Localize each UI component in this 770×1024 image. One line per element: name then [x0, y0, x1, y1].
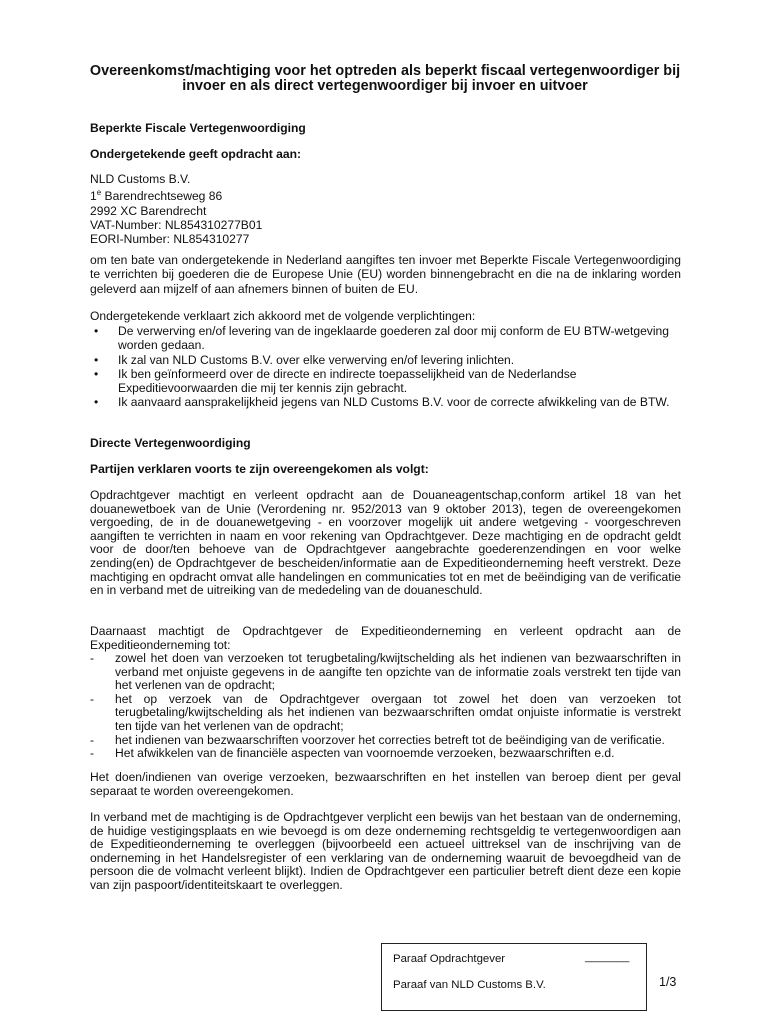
section-heading-limited-fiscal: Beperkte Fiscale Vertegenwoordiging	[90, 121, 306, 135]
section-heading-direct: Directe Vertegenwoordiging	[90, 436, 251, 450]
bullet-icon: •	[94, 324, 99, 338]
authorization-text: het indienen van bezwaarschriften voorzover het correcties betreft tot de beëindiging van de verificatie.	[115, 732, 665, 747]
intro-paragraph: om ten bate van ondergetekende in Nederland aangiftes ten invoer met Beperkte Fiscale Vertegenwoordiging te verrichten bij goederen die de Europese Unie (EU) worden binnengebracht en die na de inklaring worden geleverd aan mijzelf of aan afnemers binnen of buiten de EU.	[90, 253, 681, 296]
list-item	[90, 395, 680, 409]
list-item	[90, 747, 681, 761]
nld-initials-label: Paraaf van NLD Customs B.V.	[393, 979, 546, 991]
parties-heading: Partijen verklaren voorts te zijn overeengekomen als volgt:	[90, 462, 429, 476]
company-street	[90, 186, 262, 203]
authorization-list	[90, 652, 681, 761]
page-number: 1/3	[659, 975, 677, 989]
company-postal: 2992 XC Barendrecht	[90, 203, 207, 218]
bullet-icon: •	[94, 366, 99, 381]
authorization-text: het op verzoek van de Opdrachtgever overgaan tot zowel het doen van verzoeken tot terugbetaling/kwijtschelding als het indienen van bezwaarschriften omdat onjuiste informatie is verstrekt ten tijde van het verlenen van de opdracht;	[115, 691, 681, 733]
direct-representation-paragraph: Opdrachtgever machtigt en verleent opdracht aan de Douaneagentschap,conform artikel 18 van het douanewetboek van de Unie (Verordening nr. 952/2013 van 9 oktober 2013), tegen de overeengekomen vergoeding, de in de douanewetgeving - en voorzover mogelijk uit andere wetgeving - voorgeschreven aangiften te verrichten in naam en voor rekening van Opdrachtgever. Deze machtiging en de opdracht geldt voor de door/ten behoeve van de Opdrachtgever aangebrachte goederenzendingen en voor welke zending(en) de Opdrachtgever de bescheiden/informatie aan de Expeditieonderneming heeft verstrekt. Deze machtiging en opdracht omvat alle handelingen en communicaties tot en met de beëindiging van de verificatie en in verband met de uitreiking van de mededeling van de douaneschuld.	[90, 488, 681, 598]
obligations-list	[90, 324, 680, 410]
dash-icon: -	[90, 691, 95, 706]
initials-box	[381, 943, 647, 1011]
dash-icon: -	[90, 732, 95, 747]
list-item	[90, 324, 680, 353]
obligation-text: Ik ben geïnformeerd over de directe en indirecte toepasselijkheid van de Nederlandse Expeditievoorwaarden die mij ter kennis zijn gebracht.	[118, 366, 577, 396]
document-title: Overeenkomst/machtiging voor het optreden als beperkt fiscaal vertegenwoordiger bij invoer en als direct vertegenwoordiger bij invoer en uitvoer	[89, 63, 681, 94]
instruction-heading: Ondergetekende geeft opdracht aan:	[90, 147, 302, 161]
list-item	[90, 652, 681, 693]
other-requests-paragraph: Het doen/indienen van overige verzoeken, bezwaarschriften en het instellen van beroep dient per geval separaat te worden overeengekomen.	[90, 770, 681, 798]
obligation-text: Ik aanvaard aansprakelijkheid jegens van NLD Customs B.V. voor de correcte afwikkeling van de BTW.	[118, 395, 670, 410]
obligation-text: Ik zal van NLD Customs B.V. over elke verwerving en/of levering inlichten.	[118, 352, 515, 367]
authorization-text: zowel het doen van verzoeken tot terugbetaling/kwijtschelding als het indienen van bezwaarschriften in verband met onjuiste gegevens in de aangifte ten opzichte van de informatie zoals verstrekt ten tijde van het verlenen van de opdracht;	[115, 651, 681, 693]
obligation-text: De verwerving en/of levering van de ingeklaarde goederen zal door mij conform de EU BTW-wetgeving worden gedaan.	[118, 324, 669, 353]
street-name: Barendrechtseweg 86	[101, 189, 223, 204]
company-address-block	[90, 172, 262, 247]
dash-icon: -	[90, 746, 95, 761]
client-initials-label: Paraaf Opdrachtgever	[393, 953, 506, 965]
list-item	[90, 693, 681, 734]
authorization-text: Het afwikkelen van de financiële aspecten van voornoemde verzoeken, bezwaarschriften e.d.	[115, 746, 615, 761]
bullet-icon: •	[94, 352, 99, 367]
list-item	[90, 367, 680, 396]
street-number-suffix: e	[96, 188, 102, 198]
also-authorizes-paragraph: Daarnaast machtigt de Opdrachtgever de Expeditieonderneming en verleent opdracht aan de Expeditieonderneming tot:	[90, 624, 681, 652]
company-name: NLD Customs B.V.	[90, 172, 191, 186]
list-item	[90, 734, 681, 748]
obligations-intro: Ondergetekende verklaart zich akkoord met de volgende verplichtingen:	[90, 309, 476, 323]
company-eori: EORI-Number: NL854310277	[90, 232, 250, 247]
dash-icon: -	[90, 651, 95, 665]
street-number: 1	[90, 189, 97, 204]
bullet-icon: •	[94, 395, 99, 410]
list-item	[90, 353, 680, 367]
client-initials-field[interactable]: _______	[585, 951, 630, 963]
proof-paragraph: In verband met de machtiging is de Opdrachtgever verplicht een bewijs van het bestaan van de onderneming, de huidige vestigingsplaats en wie bevoegd is om deze onderneming rechtsgeldig te vertegenwoordigen aan de Expeditieonderneming te overleggen (bijvoorbeeld een actueel uittreksel van de inschrijving van de onderneming in het Handelsregister of een verklaring van de onderneming waaruit de bevoegdheid van de persoon die de volmacht verleent blijkt). Indien de Opdrachtgever een particulier betreft dient deze een kopie van zijn paspoort/identiteitskaart te overleggen.	[90, 810, 681, 892]
company-vat: VAT-Number: NL854310277B01	[90, 217, 263, 232]
